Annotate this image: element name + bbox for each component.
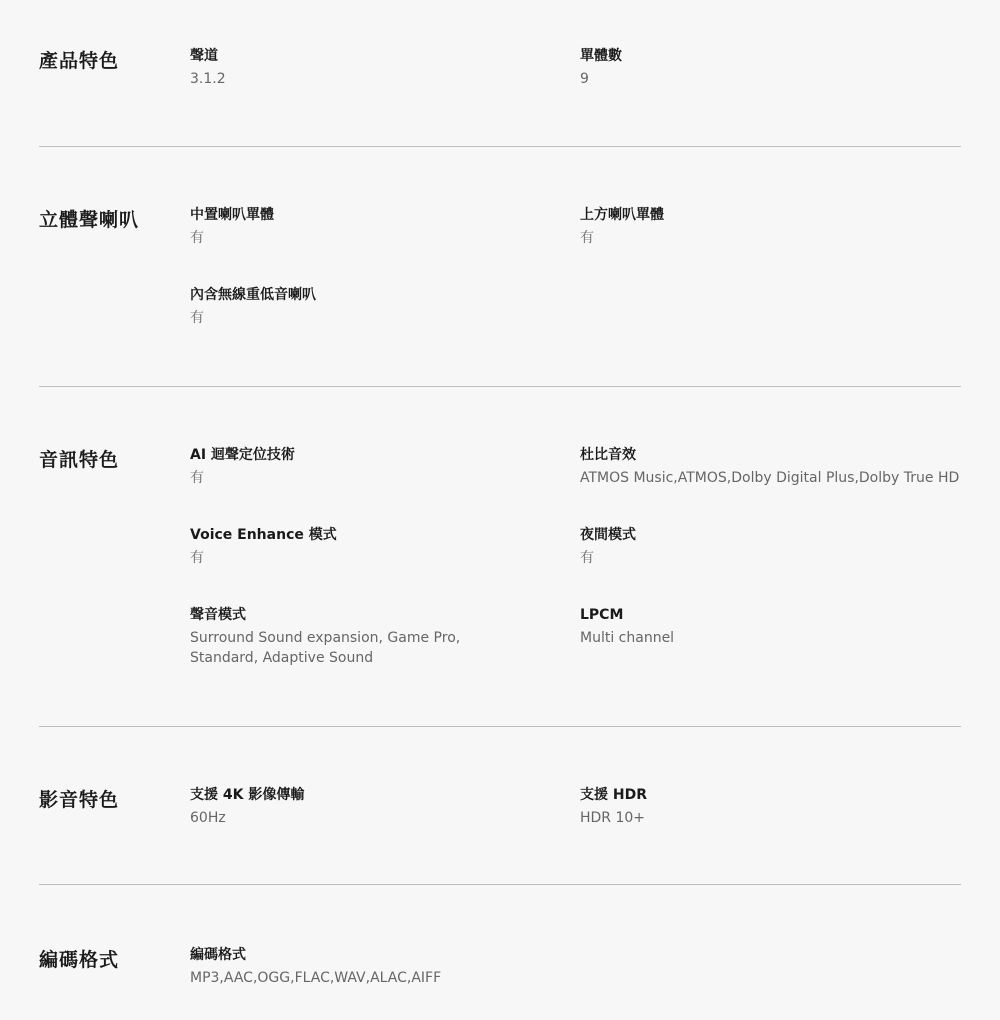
section-title: 影音特色 [39, 789, 120, 811]
spec-item-ai-echo [190, 445, 560, 488]
spec-label: 聲道 [190, 48, 218, 64]
spec-item-dolby-audio [580, 445, 961, 488]
spec-item-wireless-subwoofer [190, 285, 560, 328]
spec-value: 3.1.2 [190, 71, 226, 87]
spec-item-center-driver [190, 205, 560, 248]
section-title: 產品特色 [39, 50, 120, 72]
spec-value: 9 [580, 71, 589, 87]
spec-value: Multi channel [580, 630, 675, 646]
spec-label: LPCM [580, 607, 624, 623]
spec-label: 夜間模式 [580, 527, 636, 543]
spec-label: AI 迴聲定位技術 [190, 447, 295, 463]
section-divider [39, 386, 961, 387]
spec-label: 上方喇叭單體 [580, 207, 664, 223]
spec-label: 杜比音效 [580, 447, 636, 463]
spec-label: 支援 4K 影像傳輸 [190, 787, 305, 803]
section-divider [39, 726, 961, 727]
spec-item-codec [190, 945, 560, 988]
section-title: 編碼格式 [39, 949, 120, 971]
spec-item-4k-passthrough [190, 785, 560, 828]
spec-item-channels [190, 46, 560, 89]
spec-item-driver-count [580, 46, 950, 89]
spec-value: 有 [190, 230, 204, 246]
spec-label: 編碼格式 [190, 947, 246, 963]
spec-value: ATMOS Music,ATMOS,Dolby Digital Plus,Dolby True HD [580, 470, 960, 486]
section-title: 立體聲喇叭 [39, 209, 140, 231]
spec-value: 60Hz [190, 810, 226, 826]
section-title: 音訊特色 [39, 449, 120, 471]
spec-value: MP3,AAC,OGG,FLAC,WAV,ALAC,AIFF [190, 970, 442, 986]
spec-item-hdr-support [580, 785, 950, 828]
spec-item-top-driver [580, 205, 950, 248]
spec-item-voice-enhance [190, 525, 560, 568]
section-divider [39, 884, 961, 885]
spec-label: 支援 HDR [580, 787, 647, 803]
spec-value: 有 [580, 230, 594, 246]
section-divider [39, 146, 961, 147]
spec-value: Surround Sound expansion, Game Pro, Standard, Adaptive Sound [190, 630, 461, 666]
spec-label: 中置喇叭單體 [190, 207, 274, 223]
spec-value: 有 [580, 550, 594, 566]
spec-value: 有 [190, 550, 204, 566]
spec-label: 單體數 [580, 48, 622, 64]
spec-label: 聲音模式 [190, 607, 246, 623]
spec-label: Voice Enhance 模式 [190, 527, 337, 543]
spec-label: 內含無線重低音喇叭 [190, 287, 316, 303]
spec-value: 有 [190, 470, 204, 486]
spec-item-lpcm [580, 605, 950, 648]
spec-value: HDR 10+ [580, 810, 646, 826]
spec-value: 有 [190, 310, 204, 326]
spec-item-sound-mode [190, 605, 530, 668]
spec-item-night-mode [580, 525, 950, 568]
